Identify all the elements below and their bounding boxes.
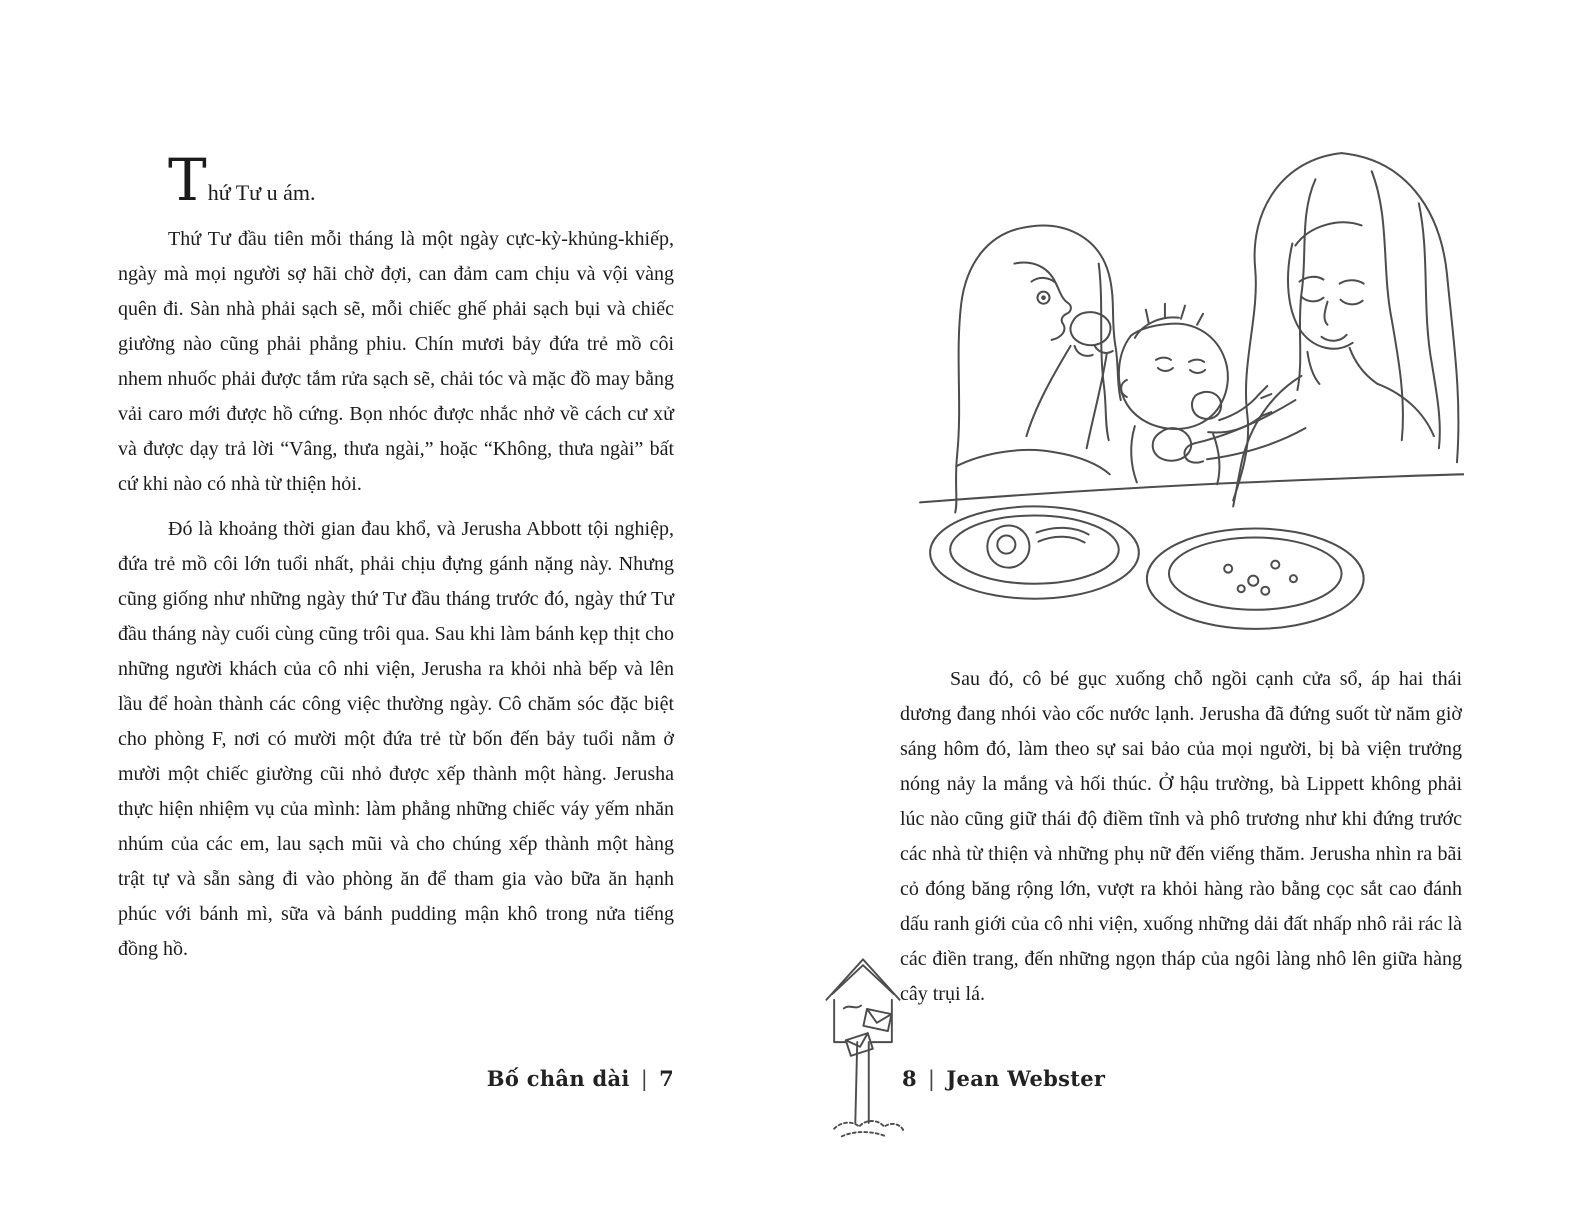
paragraph: Sau đó, cô bé gục xuống chỗ ngồi cạnh cửa sổ, áp hai thái dương đang nhói vào cốc nước lạnh. Jerusha đã đứng suốt từ năm giờ sáng hôm đó, làm theo sự sai bảo của mọi người, bị bà viện trưởng nóng nảy la mắng và hối thúc. Ở hậu trường, bà Lippett không phải lúc nào cũng giữ thái độ điềm tĩnh và phô trương như khi đứng trước các nhà từ thiện và những phụ nữ đến viếng thăm. Jerusha nhìn ra bãi cỏ đóng băng rộng lớn, vượt ra khỏi hàng rào bằng cọc sắt cao đánh dấu ranh giới của cô nhi viện, xuống những dải đất nhấp nhô rải rác là các điền trang, đến những ngọn tháp của ngôi làng nhô lên giữa hàng cây trụi lá.	[900, 668, 1462, 1005]
feeding-illustration-svg	[902, 130, 1464, 644]
paragraph: Thứ Tư đầu tiên mỗi tháng là một ngày cực-kỳ-khủng-khiếp, ngày mà mọi người sợ hãi chờ đợi, can đảm cam chịu và vội vàng quên đi. Sàn nhà phải sạch sẽ, mỗi chiếc ghế phải sạch bụi và chiếc giường nào cũng phải phẳng phiu. Chín mươi bảy đứa trẻ mồ côi nhem nhuốc phải được tắm rửa sạch sẽ, chải tóc và mặc đồ may bằng vải caro mới được hồ cứng. Bọn nhóc được nhắc nhở về cách cư xử và được dạy trả lời “Vâng, thưa ngài,” hoặc “Không, thưa ngài” bất cứ khi nào có nhà từ thiện hỏi.	[118, 228, 674, 495]
page-left-text	[118, 146, 674, 977]
page-number-right: 8	[902, 1066, 917, 1091]
page-footer-left	[118, 1066, 674, 1091]
page-number-left: 7	[659, 1066, 674, 1091]
footer-separator: |	[640, 1067, 649, 1091]
feeding-illustration	[902, 130, 1464, 644]
mailbox-illustration	[814, 944, 912, 1146]
author-name: Jean Webster	[946, 1066, 1106, 1091]
page-right-text	[900, 662, 1462, 1022]
girl-figure	[955, 226, 1121, 513]
table-setting	[920, 474, 1464, 629]
paragraph: Đó là khoảng thời gian đau khổ, và Jerusha Abbott tội nghiệp, đứa trẻ mồ côi lớn tuổi nhất, phải chịu đựng gánh nặng này. Nhưng cũng giống như những ngày thứ Tư đầu tháng trước đó, ngày thứ Tư đầu tháng này cuối cùng cũng trôi qua. Sau khi làm bánh kẹp thịt cho những người khách của cô nhi viện, Jerusha ra khỏi nhà bếp và lên lầu để hoàn thành các công việc thường ngày. Cô chăm sóc đặc biệt cho phòng F, nơi có mười một đứa trẻ từ bốn đến bảy tuổi nằm ở mười một chiếc giường cũi nhỏ được xếp thành một hàng. Jerusha thực hiện nhiệm vụ của mình: làm phẳng những chiếc váy yếm nhăn nhúm của các em, lau sạch mũi và cho chúng xếp thành một hàng trật tự và sẵn sàng đi vào phòng ăn để tham gia vào bữa ăn hạnh phúc với bánh mì, sữa và bánh pudding mận khô trong nửa tiếng đồng hồ.	[118, 518, 674, 960]
baby-figure	[1119, 304, 1271, 485]
drop-cap: T	[168, 146, 208, 214]
mailbox-icon	[814, 944, 912, 1146]
section-heading	[168, 146, 674, 214]
book-title: Bố chân dài	[486, 1066, 630, 1091]
page-footer-right	[902, 1066, 1105, 1091]
section-heading-text: hứ Tư u ám.	[207, 180, 316, 205]
footer-separator: |	[927, 1067, 936, 1091]
